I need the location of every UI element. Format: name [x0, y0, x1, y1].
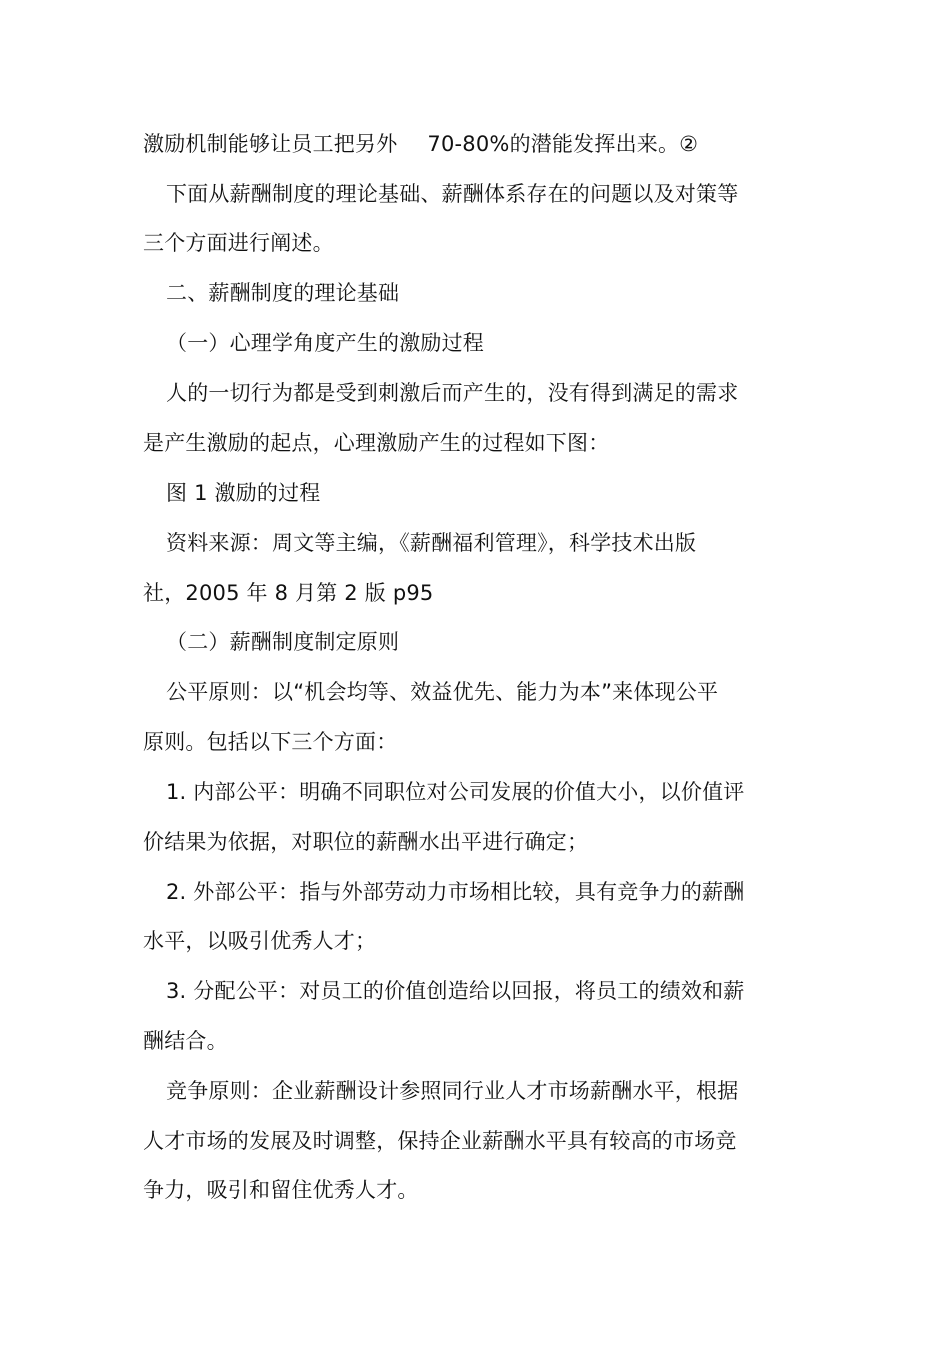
subsection-heading-1: （一）心理学角度产生的激励过程: [166, 331, 484, 355]
list-item-1-line-1: 1. 内部公平：明确不同职位对公司发展的价值大小，以价值评: [166, 780, 745, 804]
source-note-line-2: 社，2005 年 8 月第 2 版 p95: [143, 581, 434, 605]
paragraph-motivation-line-1: 人的一切行为都是受到刺激后而产生的，没有得到满足的需求: [166, 381, 739, 405]
section-heading-2: 二、薪酬制度的理论基础: [166, 281, 400, 305]
line-segment-2: 70-80%的潜能发挥出来。②: [427, 132, 699, 156]
paragraph-competition-line-2: 人才市场的发展及时调整，保持企业薪酬水平具有较高的市场竞: [143, 1129, 737, 1153]
paragraph-line-continuation: [143, 130, 698, 158]
paragraph-fairness-line-1: 公平原则：以“机会均等、效益优先、能力为本”来体现公平: [166, 680, 719, 704]
paragraph-competition-line-3: 争力，吸引和留住优秀人才。: [143, 1178, 419, 1202]
paragraph-intro-line-1: 下面从薪酬制度的理论基础、薪酬体系存在的问题以及对策等: [166, 182, 739, 206]
paragraph-fairness-line-2: 原则。包括以下三个方面：: [143, 730, 398, 754]
paragraph-intro-line-2: 三个方面进行阐述。: [143, 231, 334, 255]
list-item-3-line-2: 酬结合。: [143, 1029, 228, 1053]
paragraph-competition-line-1: 竞争原则：企业薪酬设计参照同行业人才市场薪酬水平，根据: [166, 1079, 739, 1103]
figure-caption: 图 1 激励的过程: [166, 481, 321, 505]
list-item-3-line-1: 3. 分配公平：对员工的价值创造给以回报，将员工的绩效和薪: [166, 979, 745, 1003]
list-item-1-line-2: 价结果为依据，对职位的薪酬水出平进行确定；: [143, 830, 589, 854]
list-item-2-line-2: 水平，以吸引优秀人才；: [143, 929, 377, 953]
paragraph-motivation-line-2: 是产生激励的起点，心理激励产生的过程如下图：: [143, 431, 610, 455]
line-segment-1: 激励机制能够让员工把另外: [143, 132, 398, 156]
subsection-heading-2: （二）薪酬制度制定原则: [166, 630, 400, 654]
source-note-line-1: 资料来源：周文等主编，《薪酬福利管理》，科学技术出版: [166, 531, 697, 555]
list-item-2-line-1: 2. 外部公平：指与外部劳动力市场相比较，具有竞争力的薪酬: [166, 880, 745, 904]
